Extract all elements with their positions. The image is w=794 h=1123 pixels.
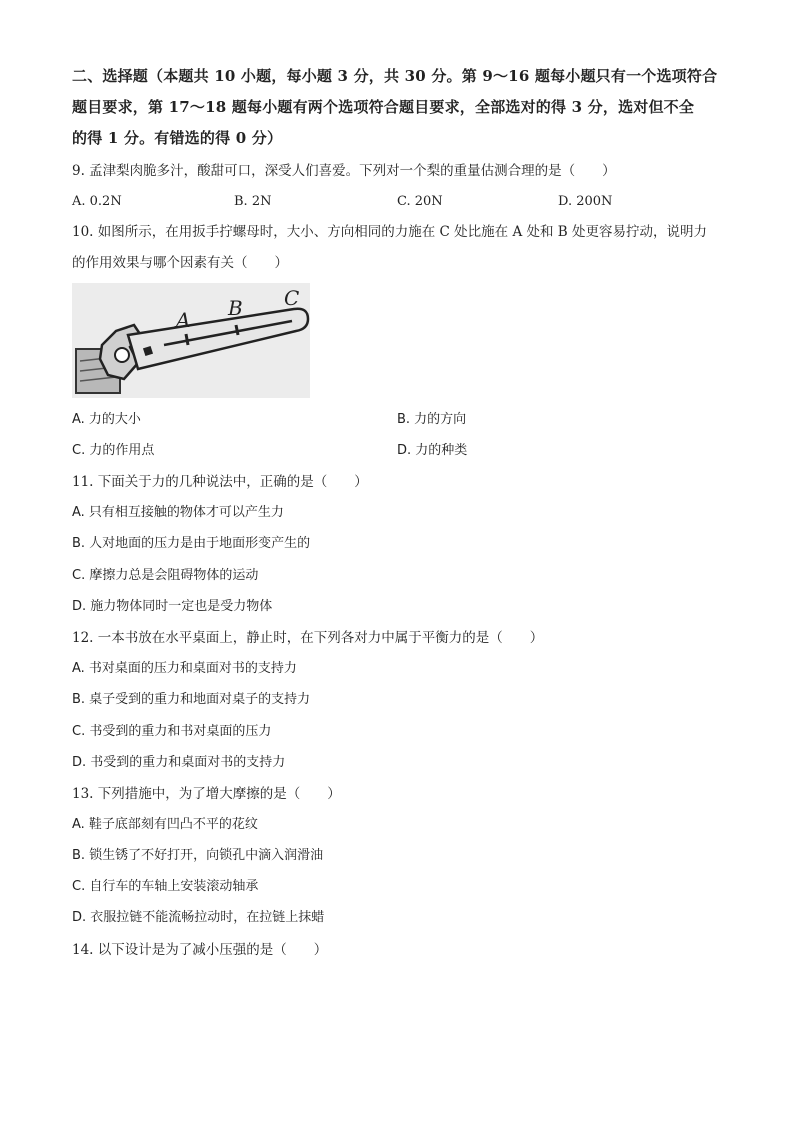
wrench-figure: [72, 283, 310, 398]
question-12-option-b: B. 桌子受到的重力和地面对桌子的支持力: [72, 692, 311, 707]
question-12-option-c: C. 书受到的重力和书对桌面的压力: [72, 724, 272, 739]
tick-a: [186, 334, 188, 345]
label-c: C: [284, 286, 300, 310]
label-a: A: [176, 308, 191, 332]
question-10-stem-line-2: 的作用效果与哪个因素有关（ ）: [72, 255, 288, 271]
question-11-option-d: D. 施力物体同时一定也是受力物体: [72, 599, 273, 614]
question-10-option-c: C. 力的作用点: [72, 443, 155, 458]
question-12-option-a: A. 书对桌面的压力和桌面对书的支持力: [72, 661, 297, 676]
section-heading-line-3: 的得 1 分。有错选的得 0 分）: [72, 129, 283, 147]
question-12-option-d: D. 书受到的重力和桌面对书的支持力: [72, 755, 286, 770]
section-heading-line-2: 题目要求，第 17～18 题每小题有两个选项符合题目要求，全部选对的得 3 分，选对但不全: [72, 98, 695, 116]
label-b: B: [228, 296, 243, 320]
question-9-option-b: B. 2N: [234, 194, 272, 209]
question-12-stem: 12. 一本书放在水平桌面上，静止时，在下列各对力中属于平衡力的是（ ）: [72, 630, 544, 646]
question-11-option-b: B. 人对地面的压力是由于地面形变产生的: [72, 536, 311, 551]
question-9-option-a: A. 0.2N: [72, 194, 122, 209]
question-14-stem: 14. 以下设计是为了减小压强的是（ ）: [72, 942, 328, 958]
wrench-illustration: [72, 283, 310, 398]
section-heading-line-1: 二、选择题（本题共 10 小题，每小题 3 分，共 30 分。第 9～16 题每小题只有一个选项符合: [72, 67, 718, 85]
question-13-option-c: C. 自行车的车轴上安装滚动轴承: [72, 879, 259, 894]
question-11-option-c: C. 摩擦力总是会阻碍物体的运动: [72, 568, 259, 583]
question-9-option-c: C. 20N: [397, 194, 443, 209]
question-10-option-a: A. 力的大小: [72, 412, 141, 427]
wrench-adjust-screw: [115, 348, 129, 362]
question-10-option-b: B. 力的方向: [397, 412, 467, 427]
question-13-option-d: D. 衣服拉链不能流畅拉动时，在拉链上抹蜡: [72, 910, 325, 925]
question-13-stem: 13. 下列措施中，为了增大摩擦的是（ ）: [72, 786, 341, 802]
question-9-option-d: D. 200N: [558, 194, 613, 209]
wrench-handle-shape: [128, 309, 308, 369]
question-11-stem: 11. 下面关于力的几种说法中，正确的是（ ）: [72, 474, 368, 490]
tick-b: [236, 325, 238, 335]
question-9-stem: 9. 孟津梨肉脆多汁，酸甜可口，深受人们喜爱。下列对一个梨的重量估测合理的是（ ）: [72, 163, 616, 179]
question-13-option-b: B. 锁生锈了不好打开，向锁孔中滴入润滑油: [72, 848, 324, 863]
question-10-stem-line-1: 10. 如图所示，在用扳手拧螺母时，大小、方向相同的力施在 C 处比施在 A 处和 B 处更容易拧动，说明力: [72, 224, 708, 240]
question-10-option-d: D. 力的种类: [397, 443, 468, 458]
question-13-option-a: A. 鞋子底部刻有凹凸不平的花纹: [72, 817, 258, 832]
question-11-option-a: A. 只有相互接触的物体才可以产生力: [72, 505, 284, 520]
